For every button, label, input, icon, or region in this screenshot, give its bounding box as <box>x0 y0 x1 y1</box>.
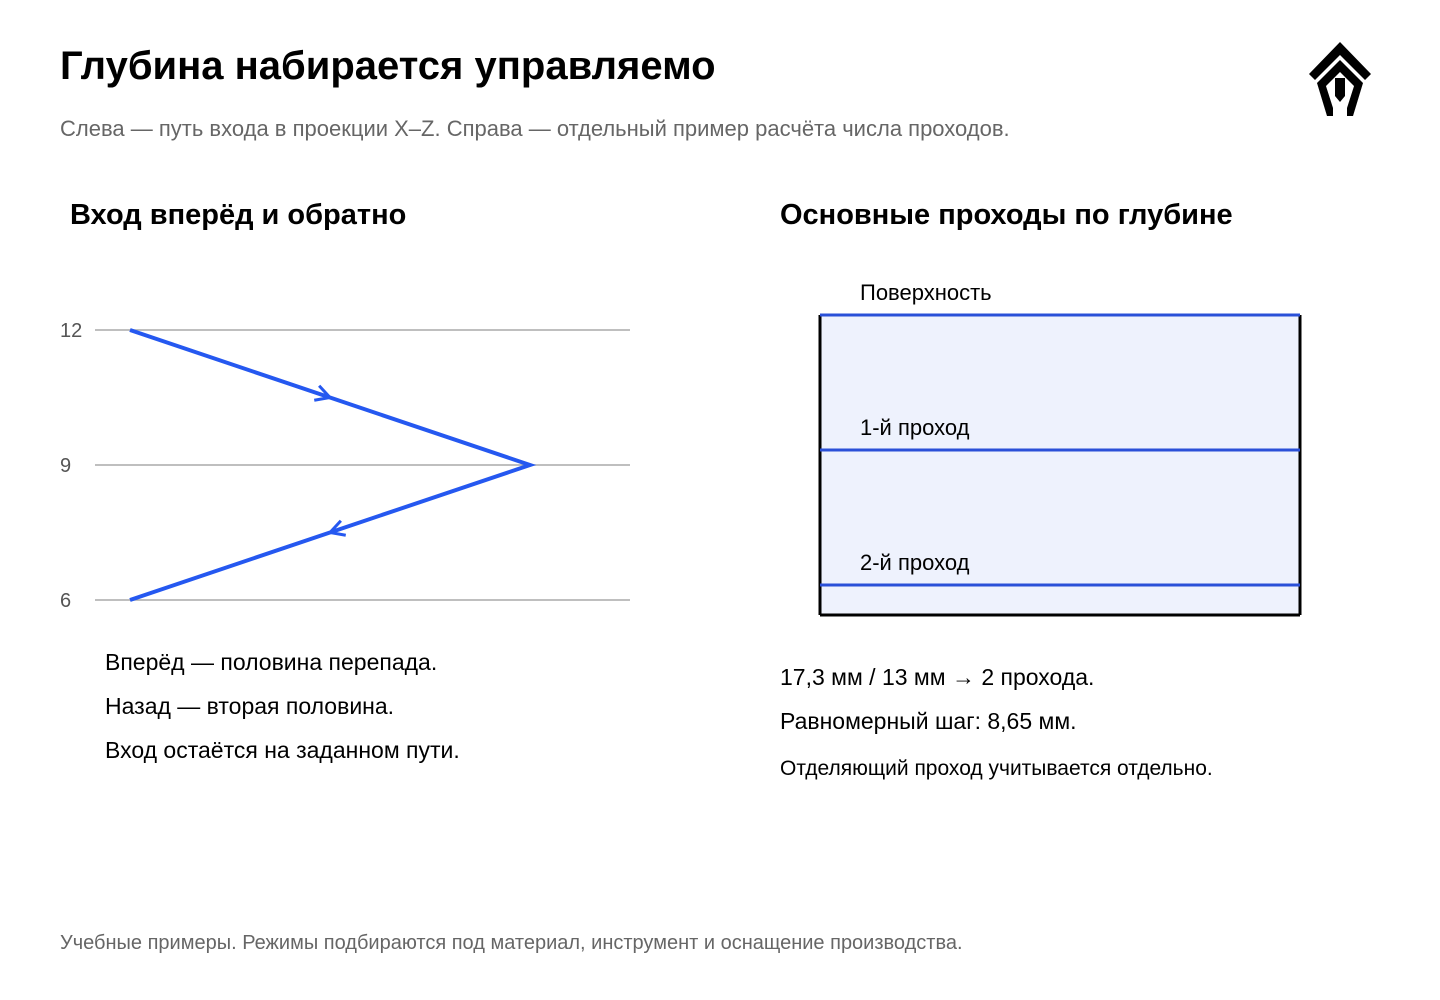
calc-step-size: Равномерный шаг: 8,65 мм. <box>780 708 1077 734</box>
first-pass-label: 1-й проход <box>860 415 970 440</box>
page-title: Глубина набирается управляемо <box>60 44 716 88</box>
entry-note-path: Вход остаётся на заданном пути. <box>105 737 460 763</box>
depth-passes-heading: Основные проходы по глубине <box>780 199 1233 231</box>
entry-note-backward: Назад — вторая половина. <box>105 693 395 719</box>
y-tick-label: 12 <box>60 320 83 342</box>
calc-separating-pass: Отделяющий проход учитывается отдельно. <box>780 757 1213 780</box>
surface-label: Поверхность <box>860 280 992 305</box>
entry-path-chart <box>40 300 660 630</box>
entry-note-forward: Вперёд — половина перепада. <box>105 649 438 675</box>
depth-passes-diagram <box>800 270 1320 630</box>
y-tick-label: 6 <box>60 590 72 612</box>
second-pass-label: 2-й проход <box>860 550 970 575</box>
entry-path-heading: Вход вперёд и обратно <box>70 199 407 231</box>
footer-disclaimer: Учебные примеры. Режимы подбираются под материал, инструмент и оснащение производства. <box>60 932 963 954</box>
pipe-arrow-logo-icon <box>1305 38 1375 118</box>
page-subtitle: Слева — путь входа в проекции X–Z. Справа — отдельный пример расчёта числа проходов. <box>60 116 1010 141</box>
calc-passes-count: 17,3 мм / 13 мм → 2 прохода. <box>780 664 1095 690</box>
y-tick-label: 9 <box>60 455 72 477</box>
